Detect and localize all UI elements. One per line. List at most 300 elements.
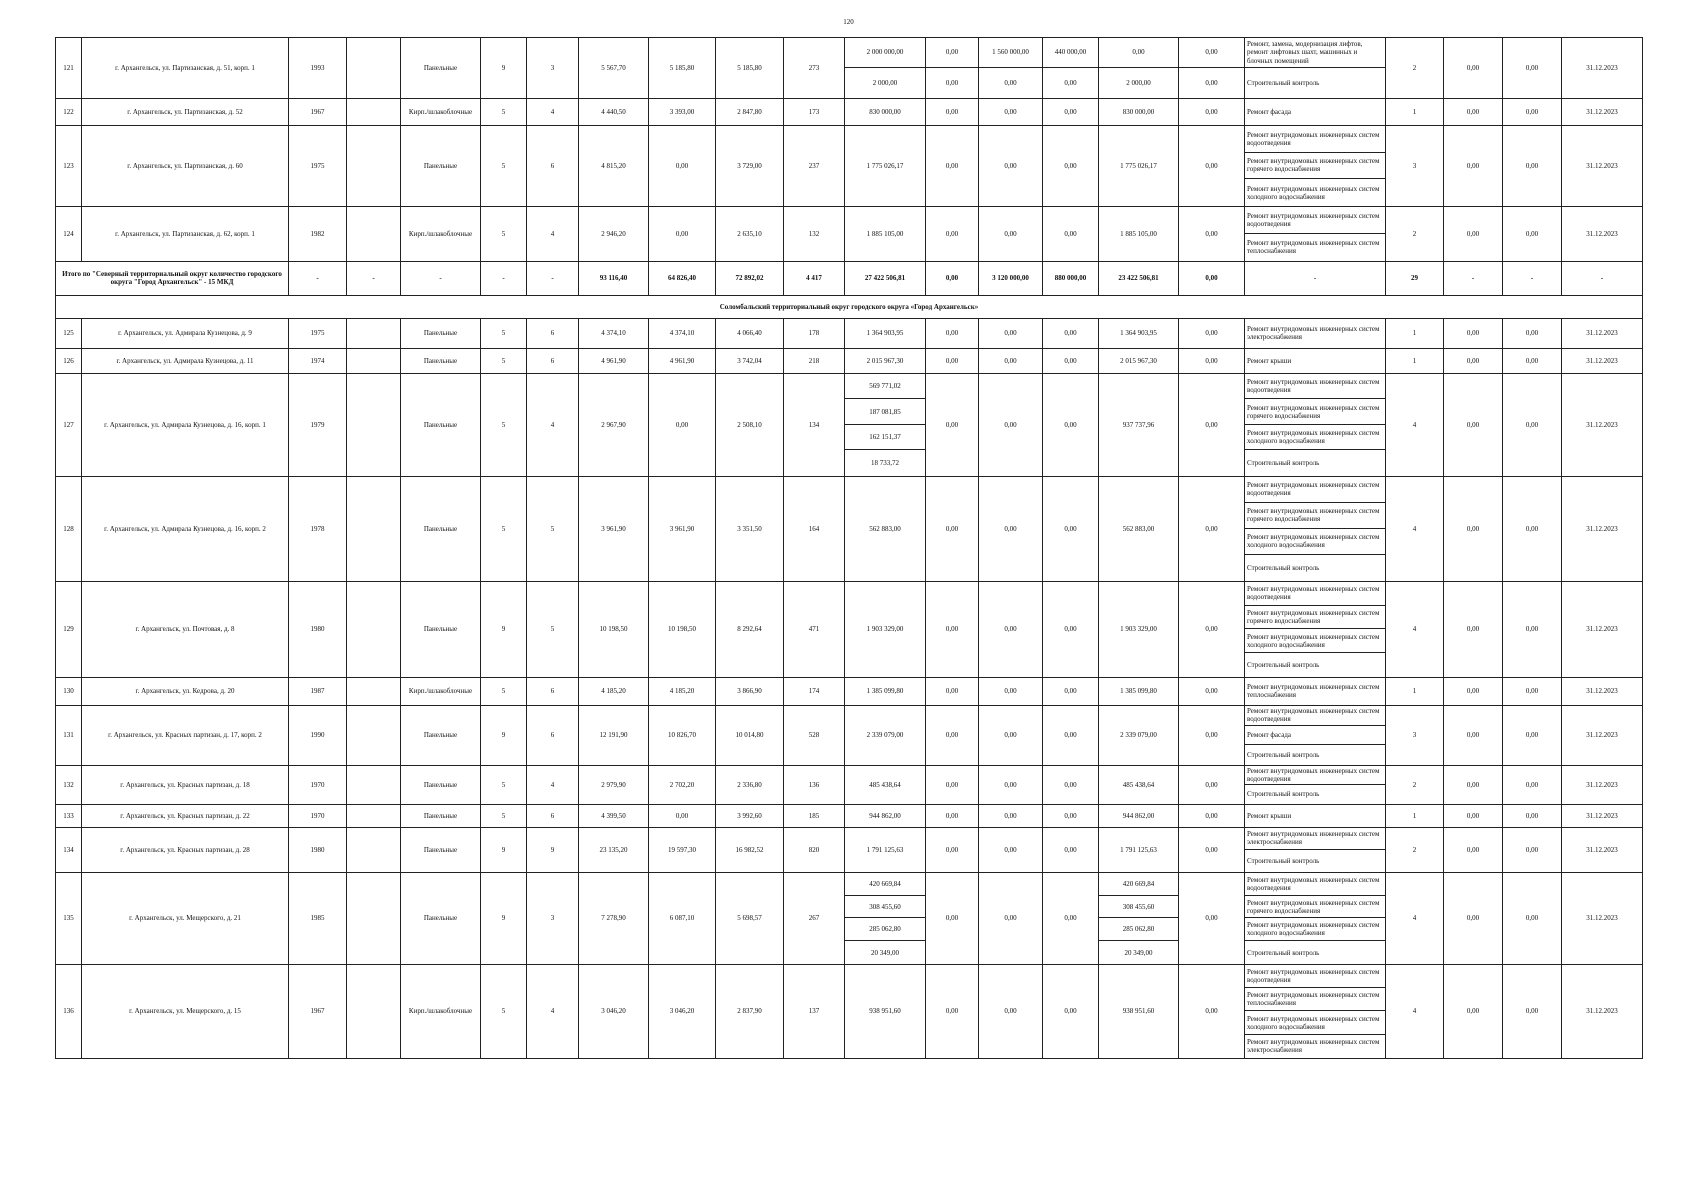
fund-owners: 2 339 079,00 — [1099, 705, 1179, 765]
work-type: Ремонт внутридомовых инженерных систем горячего водоснабжения — [1245, 153, 1385, 180]
residents: 185 — [784, 804, 845, 827]
unit-cost: 0,00 — [1444, 872, 1503, 964]
completion-date: 31.12.2023 — [1562, 827, 1643, 872]
fund-local: 0,00 — [1043, 765, 1099, 804]
total-dash: - — [1444, 261, 1503, 295]
row-number: 133 — [56, 804, 82, 827]
fund-owners: 1 385 099,80 — [1099, 677, 1179, 705]
completion-date: 31.12.2023 — [1562, 804, 1643, 827]
work-type: Ремонт внутридомовых инженерных систем холодного водоснабжения — [1245, 918, 1385, 941]
work-count: 3 — [1386, 705, 1444, 765]
work-type: Строительный контроль — [1247, 751, 1320, 760]
fund-federal: 0,00 — [926, 964, 979, 1058]
cost-value: 2 000,00 — [872, 78, 898, 87]
completion-date: 31.12.2023 — [1562, 705, 1643, 765]
total-row — [56, 261, 1643, 295]
fund-other: 0,00 — [1179, 373, 1245, 476]
total-area: 93 116,40 — [579, 261, 649, 295]
total-area: 12 191,90 — [579, 705, 649, 765]
total-dash: - — [481, 261, 527, 295]
entrances: 6 — [527, 705, 579, 765]
fund-regional: 0,00 — [979, 318, 1043, 348]
work-type-cell — [1245, 872, 1386, 964]
limit-cost: 0,00 — [1503, 677, 1562, 705]
fund-regional: 0,00 — [979, 765, 1043, 804]
fund-regional: 0,00 — [979, 206, 1043, 261]
fund-federal: 0,00 — [926, 476, 979, 581]
row-number: 124 — [56, 206, 82, 261]
area-premises: 3 046,20 — [649, 964, 716, 1058]
cost-value: 1 385 099,80 — [845, 677, 926, 705]
address: г. Архангельск, ул. Партизанская, д. 52 — [82, 99, 289, 126]
section-header-row — [56, 295, 1643, 318]
wall-material: Панельные — [401, 373, 481, 476]
capital-repair-table — [55, 37, 1643, 1059]
wall-material: Кирп./шлакоблочные — [401, 677, 481, 705]
total-area: 4 185,20 — [579, 677, 649, 705]
row-number: 122 — [56, 99, 82, 126]
fund-local: 0,00 — [1043, 581, 1099, 677]
table-row — [56, 38, 1643, 99]
entrances: 6 — [527, 804, 579, 827]
floors: 9 — [481, 827, 527, 872]
area-premises: 5 185,80 — [649, 38, 716, 99]
residents: 218 — [784, 348, 845, 373]
build-year: 1970 — [289, 804, 347, 827]
total-fund-local: 880 000,00 — [1043, 261, 1099, 295]
residents: 164 — [784, 476, 845, 581]
limit-cost: 0,00 — [1503, 373, 1562, 476]
entrances: 4 — [527, 373, 579, 476]
area-residential: 2 837,90 — [716, 964, 784, 1058]
entrances: 9 — [527, 827, 579, 872]
work-count: 4 — [1386, 872, 1444, 964]
address: г. Архангельск, ул. Мещерского, д. 21 — [82, 872, 289, 964]
build-year: 1993 — [289, 38, 347, 99]
fund-federal: 0,00 — [926, 827, 979, 872]
floors: 9 — [481, 705, 527, 765]
entrances: 3 — [527, 872, 579, 964]
total-fund-regional: 3 120 000,00 — [979, 261, 1043, 295]
row-number: 129 — [56, 581, 82, 677]
fund-other: 0,00 — [1179, 348, 1245, 373]
work-type: Ремонт внутридомовых инженерных систем холодного водоснабжения — [1245, 1011, 1385, 1034]
residents: 237 — [784, 126, 845, 207]
commission-year — [347, 348, 401, 373]
fund-regional: 0,00 — [979, 476, 1043, 581]
floors: 9 — [481, 581, 527, 677]
area-residential: 5 185,80 — [716, 38, 784, 99]
completion-date: 31.12.2023 — [1562, 964, 1643, 1058]
wall-material: Панельные — [401, 38, 481, 99]
work-type-cell — [1245, 126, 1386, 207]
fund-local: 0,00 — [1043, 705, 1099, 765]
residents: 528 — [784, 705, 845, 765]
floors: 5 — [481, 206, 527, 261]
cost-value: 2 339 079,00 — [845, 705, 926, 765]
work-type-cell — [1245, 677, 1386, 705]
fund-other: 0,00 — [1179, 765, 1245, 804]
limit-cost: 0,00 — [1503, 348, 1562, 373]
entrances: 5 — [527, 581, 579, 677]
total-dash: - — [401, 261, 481, 295]
total-fund-other: 0,00 — [1179, 261, 1245, 295]
fund-other-cell — [1179, 38, 1245, 99]
work-type-cell — [1245, 804, 1386, 827]
area-residential: 2 635,10 — [716, 206, 784, 261]
limit-cost: 0,00 — [1503, 765, 1562, 804]
work-type: Ремонт внутридомовых инженерных систем холодного водоснабжения — [1247, 184, 1380, 201]
work-count: 3 — [1386, 126, 1444, 207]
unit-cost: 0,00 — [1444, 581, 1503, 677]
fund-local: 0,00 — [1043, 677, 1099, 705]
entrances: 6 — [527, 318, 579, 348]
area-residential: 2 847,80 — [716, 99, 784, 126]
work-type-cell — [1245, 373, 1386, 476]
work-type: Строительный контроль — [1247, 563, 1320, 572]
area-residential: 2 336,80 — [716, 765, 784, 804]
floors: 5 — [481, 804, 527, 827]
fund-owners: 1 775 026,17 — [1099, 126, 1179, 207]
work-type-cell — [1245, 99, 1386, 126]
address: г. Архангельск, ул. Почтовая, д. 8 — [82, 581, 289, 677]
unit-cost: 0,00 — [1444, 804, 1503, 827]
work-type: Ремонт внутридомовых инженерных систем водоотведения — [1245, 965, 1385, 988]
total-label: Итого по "Северный территориальный округ количество городского округа "Город Архангельск" - 15 МКД — [56, 261, 289, 295]
completion-date: 31.12.2023 — [1562, 206, 1643, 261]
table-row — [56, 126, 1643, 207]
total-area: 5 567,70 — [579, 38, 649, 99]
wall-material: Кирп./шлакоблочные — [401, 206, 481, 261]
residents: 132 — [784, 206, 845, 261]
area-premises: 6 087,10 — [649, 872, 716, 964]
fund-other: 0,00 — [1179, 964, 1245, 1058]
work-type: Строительный контроль — [1247, 661, 1320, 670]
total-area: 7 278,90 — [579, 872, 649, 964]
completion-date: 31.12.2023 — [1562, 765, 1643, 804]
work-type: Ремонт внутридомовых инженерных систем водоотведения — [1245, 126, 1385, 153]
work-type-cell — [1245, 38, 1386, 99]
limit-cost: 0,00 — [1503, 126, 1562, 207]
row-number: 130 — [56, 677, 82, 705]
limit-cost: 0,00 — [1503, 872, 1562, 964]
floors: 5 — [481, 318, 527, 348]
work-count: 1 — [1386, 318, 1444, 348]
build-year: 1990 — [289, 705, 347, 765]
work-type: Ремонт внутридомовых инженерных систем водоотведения — [1245, 477, 1385, 503]
total-dash: - — [289, 261, 347, 295]
total-area: 4 440,50 — [579, 99, 649, 126]
work-count: 2 — [1386, 765, 1444, 804]
fund-federal: 0,00 — [926, 765, 979, 804]
address: г. Архангельск, ул. Адмирала Кузнецова, д. 9 — [82, 318, 289, 348]
build-year: 1982 — [289, 206, 347, 261]
area-residential: 10 014,80 — [716, 705, 784, 765]
fund-regional: 0,00 — [979, 804, 1043, 827]
area-premises: 0,00 — [649, 373, 716, 476]
fund-federal: 0,00 — [945, 78, 959, 87]
fund-local: 0,00 — [1043, 99, 1099, 126]
completion-date: 31.12.2023 — [1562, 348, 1643, 373]
row-number: 131 — [56, 705, 82, 765]
table-row — [56, 827, 1643, 872]
row-number: 135 — [56, 872, 82, 964]
unit-cost: 0,00 — [1444, 677, 1503, 705]
entrances: 6 — [527, 677, 579, 705]
commission-year — [347, 964, 401, 1058]
cost-value: 187 081,85 — [845, 399, 925, 425]
work-type: Ремонт внутридомовых инженерных систем теплоснабжения — [1247, 683, 1380, 700]
cost-value-cell — [845, 38, 926, 99]
cost-value-cell — [845, 373, 926, 476]
residents: 273 — [784, 38, 845, 99]
fund-federal-cell — [926, 38, 979, 99]
wall-material: Панельные — [401, 827, 481, 872]
work-type: Ремонт внутридомовых инженерных систем горячего водоснабжения — [1245, 606, 1385, 630]
fund-regional: 0,00 — [979, 872, 1043, 964]
wall-material: Кирп./шлакоблочные — [401, 964, 481, 1058]
commission-year — [347, 705, 401, 765]
area-residential: 3 742,04 — [716, 348, 784, 373]
fund-owners: 1 903 329,00 — [1099, 581, 1179, 677]
residents: 820 — [784, 827, 845, 872]
unit-cost: 0,00 — [1444, 476, 1503, 581]
area-residential: 3 351,50 — [716, 476, 784, 581]
entrances: 6 — [527, 348, 579, 373]
work-count: 1 — [1386, 804, 1444, 827]
commission-year — [347, 872, 401, 964]
fund-other: 0,00 — [1179, 318, 1245, 348]
entrances: 4 — [527, 765, 579, 804]
section-title: Соломбальский территориальный округ городского округа «Город Архангельск» — [56, 295, 1643, 318]
fund-federal: 0,00 — [926, 206, 979, 261]
unit-cost: 0,00 — [1444, 99, 1503, 126]
commission-year — [347, 476, 401, 581]
fund-owners: 944 862,00 — [1099, 804, 1179, 827]
cost-value: 285 062,80 — [845, 918, 925, 941]
fund-owners-cell — [1099, 38, 1179, 99]
fund-local: 0,00 — [1043, 373, 1099, 476]
fund-regional: 0,00 — [979, 581, 1043, 677]
address: г. Архангельск, ул. Красных партизан, д. 17, корп. 2 — [82, 705, 289, 765]
wall-material: Панельные — [401, 318, 481, 348]
work-type-cell — [1245, 318, 1386, 348]
wall-material: Кирп./шлакоблочные — [401, 99, 481, 126]
row-number: 125 — [56, 318, 82, 348]
fund-regional: 0,00 — [979, 827, 1043, 872]
work-type: Ремонт внутридомовых инженерных систем теплоснабжения — [1245, 988, 1385, 1011]
work-type: Строительный контроль — [1247, 459, 1320, 468]
cost-value: 1 791 125,63 — [845, 827, 926, 872]
completion-date: 31.12.2023 — [1562, 38, 1643, 99]
area-premises: 19 597,30 — [649, 827, 716, 872]
total-area: 2 946,20 — [579, 206, 649, 261]
work-count: 2 — [1386, 206, 1444, 261]
work-count: 1 — [1386, 99, 1444, 126]
total-dash: - — [1562, 261, 1643, 295]
commission-year — [347, 373, 401, 476]
row-number: 128 — [56, 476, 82, 581]
fund-owners: 938 951,60 — [1099, 964, 1179, 1058]
area-premises: 2 702,20 — [649, 765, 716, 804]
cost-value: 1 903 329,00 — [845, 581, 926, 677]
fund-local: 0,00 — [1064, 78, 1077, 87]
cost-value: 1 775 026,17 — [845, 126, 926, 207]
total-work-count: 29 — [1386, 261, 1444, 295]
fund-other: 0,00 — [1179, 827, 1245, 872]
commission-year — [347, 38, 401, 99]
fund-other: 0,00 — [1179, 38, 1244, 68]
area-residential: 4 066,40 — [716, 318, 784, 348]
fund-regional: 0,00 — [979, 373, 1043, 476]
area-residential: 3 992,60 — [716, 804, 784, 827]
fund-owners: 285 062,80 — [1099, 918, 1178, 941]
limit-cost: 0,00 — [1503, 705, 1562, 765]
build-year: 1980 — [289, 827, 347, 872]
floors: 5 — [481, 476, 527, 581]
residents: 267 — [784, 872, 845, 964]
table-row — [56, 318, 1643, 348]
entrances: 4 — [527, 99, 579, 126]
unit-cost: 0,00 — [1444, 206, 1503, 261]
work-type-cell — [1245, 827, 1386, 872]
unit-cost: 0,00 — [1444, 705, 1503, 765]
fund-owners: 562 883,00 — [1099, 476, 1179, 581]
entrances: 5 — [527, 476, 579, 581]
fund-regional: 0,00 — [1004, 78, 1017, 87]
cost-value: 830 000,00 — [845, 99, 926, 126]
fund-federal: 0,00 — [926, 38, 978, 68]
floors: 5 — [481, 99, 527, 126]
completion-date: 31.12.2023 — [1562, 126, 1643, 207]
table-row — [56, 872, 1643, 964]
floors: 5 — [481, 348, 527, 373]
work-type: Ремонт внутридомовых инженерных систем холодного водоснабжения — [1245, 425, 1385, 451]
fund-federal: 0,00 — [926, 348, 979, 373]
build-year: 1980 — [289, 581, 347, 677]
total-area: 3 046,20 — [579, 964, 649, 1058]
limit-cost: 0,00 — [1503, 38, 1562, 99]
work-count: 2 — [1386, 827, 1444, 872]
fund-regional: 0,00 — [979, 348, 1043, 373]
area-premises: 10 826,70 — [649, 705, 716, 765]
cost-value: 562 883,00 — [845, 476, 926, 581]
fund-local: 0,00 — [1043, 964, 1099, 1058]
address: г. Архангельск, ул. Партизанская, д. 62, корп. 1 — [82, 206, 289, 261]
commission-year — [347, 206, 401, 261]
total-area: 2 967,90 — [579, 373, 649, 476]
fund-owners: 937 737,96 — [1099, 373, 1179, 476]
commission-year — [347, 581, 401, 677]
commission-year — [347, 126, 401, 207]
fund-local: 0,00 — [1043, 476, 1099, 581]
limit-cost: 0,00 — [1503, 206, 1562, 261]
area-premises: 4 961,90 — [649, 348, 716, 373]
table-row — [56, 677, 1643, 705]
work-type-cell — [1245, 765, 1386, 804]
unit-cost: 0,00 — [1444, 765, 1503, 804]
work-count: 1 — [1386, 348, 1444, 373]
table-row — [56, 348, 1643, 373]
cost-value: 162 151,37 — [845, 425, 925, 451]
work-count: 1 — [1386, 677, 1444, 705]
fund-owners: 420 669,84 — [1099, 873, 1178, 896]
completion-date: 31.12.2023 — [1562, 476, 1643, 581]
work-type-cell — [1245, 964, 1386, 1058]
unit-cost: 0,00 — [1444, 827, 1503, 872]
cost-value: 2 015 967,30 — [845, 348, 926, 373]
total-dash: - — [527, 261, 579, 295]
work-type: Строительный контроль — [1247, 948, 1320, 957]
total-area: 3 961,90 — [579, 476, 649, 581]
total-area-premises: 64 826,40 — [649, 261, 716, 295]
total-dash: - — [347, 261, 401, 295]
address: г. Архангельск, ул. Красных партизан, д. 22 — [82, 804, 289, 827]
fund-other: 0,00 — [1179, 126, 1245, 207]
work-type: Ремонт внутридомовых инженерных систем теплоснабжения — [1247, 239, 1380, 256]
total-cost: 27 422 506,81 — [845, 261, 926, 295]
work-type: Ремонт внутридомовых инженерных систем горячего водоснабжения — [1245, 896, 1385, 919]
row-number: 121 — [56, 38, 82, 99]
address: г. Архангельск, ул. Кедрова, д. 20 — [82, 677, 289, 705]
commission-year — [347, 318, 401, 348]
completion-date: 31.12.2023 — [1562, 677, 1643, 705]
entrances: 4 — [527, 206, 579, 261]
table-row — [56, 705, 1643, 765]
address: г. Архангельск, ул. Красных партизан, д. 28 — [82, 827, 289, 872]
wall-material: Панельные — [401, 348, 481, 373]
cost-value: 1 364 903,95 — [845, 318, 926, 348]
total-residents: 4 417 — [784, 261, 845, 295]
wall-material: Панельные — [401, 765, 481, 804]
area-premises: 10 198,50 — [649, 581, 716, 677]
fund-federal: 0,00 — [926, 581, 979, 677]
wall-material: Панельные — [401, 126, 481, 207]
work-type: Ремонт внутридомовых инженерных систем водоотведения — [1245, 873, 1385, 896]
build-year: 1970 — [289, 765, 347, 804]
table-row — [56, 964, 1643, 1058]
completion-date: 31.12.2023 — [1562, 872, 1643, 964]
floors: 9 — [481, 38, 527, 99]
row-number: 132 — [56, 765, 82, 804]
residents: 178 — [784, 318, 845, 348]
wall-material: Панельные — [401, 872, 481, 964]
cost-value: 569 771,02 — [845, 374, 925, 400]
limit-cost: 0,00 — [1503, 476, 1562, 581]
row-number: 127 — [56, 373, 82, 476]
fund-regional: 1 560 000,00 — [979, 38, 1042, 68]
fund-local: 0,00 — [1043, 348, 1099, 373]
fund-other: 0,00 — [1179, 206, 1245, 261]
fund-regional: 0,00 — [979, 705, 1043, 765]
fund-regional: 0,00 — [979, 99, 1043, 126]
build-year: 1967 — [289, 964, 347, 1058]
unit-cost: 0,00 — [1444, 126, 1503, 207]
unit-cost: 0,00 — [1444, 964, 1503, 1058]
total-area: 4 815,20 — [579, 126, 649, 207]
unit-cost: 0,00 — [1444, 373, 1503, 476]
work-type: Ремонт внутридомовых инженерных систем электроснабжения — [1247, 1038, 1380, 1055]
work-type: Ремонт внутридомовых инженерных систем водоотведения — [1245, 582, 1385, 606]
total-area: 4 961,90 — [579, 348, 649, 373]
floors: 5 — [481, 126, 527, 207]
row-number: 126 — [56, 348, 82, 373]
commission-year — [347, 827, 401, 872]
work-type: Ремонт внутридомовых инженерных систем водоотведения — [1245, 374, 1385, 400]
wall-material: Панельные — [401, 476, 481, 581]
fund-federal: 0,00 — [926, 318, 979, 348]
area-residential: 5 698,57 — [716, 872, 784, 964]
